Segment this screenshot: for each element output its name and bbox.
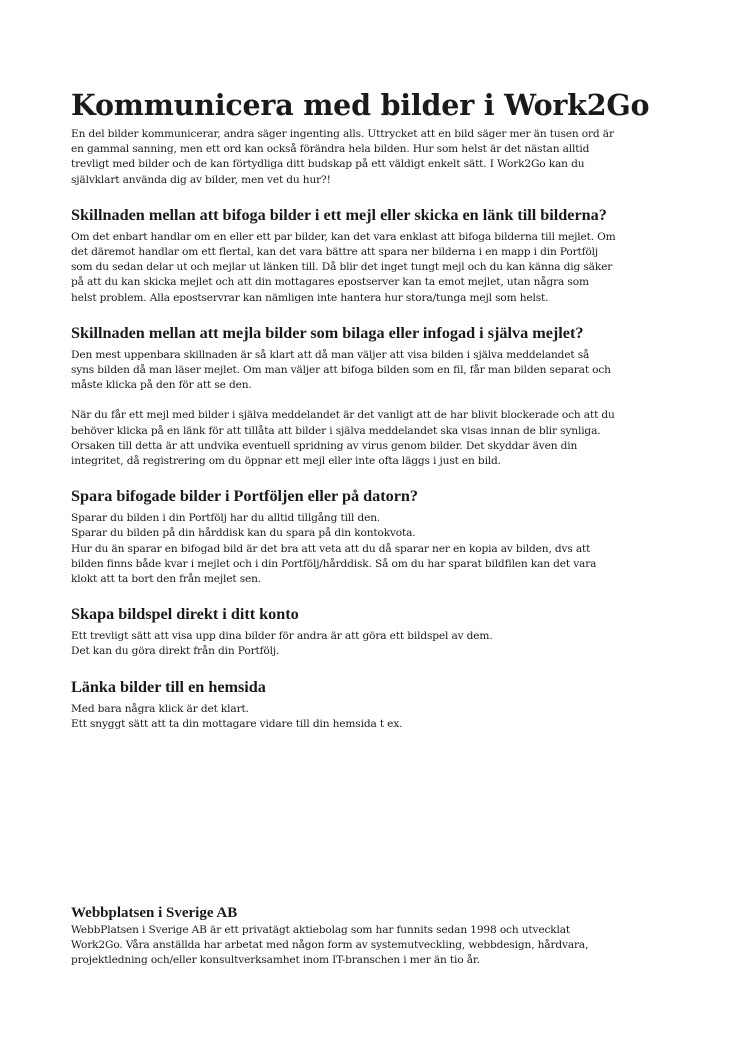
section-heading: Skillnaden mellan att bifoga bilder i ett mejl eller skicka en länk till bilderna? — [71, 205, 607, 224]
section-paragraph: Ett trevligt sätt att visa upp dina bilder för andra är att göra ett bildspel av dem. Det kan du göra direkt från din Portfölj. — [71, 630, 493, 658]
section-paragraph: När du får ett mejl med bilder i själva meddelandet är det vanligt att de har blivit blockerade och att du behöver klicka på en länk för att tillåta att bilder i själva meddelandet ska visas innan de blir synliga. Orsaken till detta är att undvika eventuell spridning av virus genom bilder. Det skyddar även din integritet, då registrering om du öppnar ett mejl eller inte ofta läggs i just en bild. — [71, 409, 615, 468]
page-title: Kommunicera med bilder i Work2Go — [71, 88, 650, 122]
section-link-to-website — [71, 677, 677, 732]
footer-heading: Webbplatsen i Sverige AB — [71, 905, 238, 921]
paragraph-spacer — [71, 393, 677, 408]
footer-text: WebbPlatsen i Sverige AB är ett privatägt aktiebolag som har funnits sedan 1998 och utvecklat Work2Go. Våra anställda har arbetat med någon form av systemutveckling, webbdesign, hårdvara, projektledning och/eller konsultverksamhet inom IT-branschen i mer än tio år. — [71, 924, 589, 967]
section-heading: Skapa bildspel direkt i ditt konto — [71, 605, 299, 624]
section-save-attachments — [71, 486, 677, 587]
section-attachment-vs-inline — [71, 323, 677, 469]
section-paragraph: Den mest uppenbara skillnaden är så klart att då man väljer att visa bilden i själva meddelandet så syns bilden då man läser mejlet. Om man väljer att bifoga bilden som en fil, får man bilden separat och måste klicka på den för att se den. — [71, 348, 611, 392]
section-paragraph: Med bara några klick är det klart. Ett snyggt sätt att ta din mottagare vidare till din hemsida t ex. — [71, 702, 403, 730]
section-paragraph: Sparar du bilden i din Portfölj har du alltid tillgång till den. Sparar du bilden på din hårddisk kan du spara på din kontokvota. Hur du än sparar en bifogad bild är det bra att veta att du då sparar ner en kopia av bilden, dvs att bilden finns både kvar i mejlet och i din Portfölj/hårddisk. Så om du har sparat bildfilen kan det vara klokt att ta bort den från mejlet sen. — [71, 512, 597, 586]
section-heading: Skillnaden mellan att mejla bilder som bilaga eller infogad i själva mejlet? — [71, 323, 584, 342]
section-heading: Spara bifogade bilder i Portföljen eller på datorn? — [71, 487, 418, 506]
section-attach-vs-link — [71, 205, 677, 306]
section-paragraph: Om det enbart handlar om en eller ett par bilder, kan det vara enklast att bifoga bilderna till mejlet. Om det däremot handlar om ett flertal, kan det vara bättre att spara ner bilderna i en mapp i din Portfölj som du sedan delar ut och mejlar ut länken till. Då blir det inget tungt mejl och du kan känna dig säker på att du kan skicka mejlet och att din mottagares epostserver kan ta emot mejlet, utan några som helst problem. Alla epostservrar kan nämligen inte hantera hur stora/tunga mejl som helst. — [71, 230, 616, 304]
document-body — [71, 88, 677, 732]
section-heading: Länka bilder till en hemsida — [71, 677, 266, 696]
section-slideshow — [71, 604, 677, 659]
company-footer — [71, 904, 677, 969]
intro-paragraph: En del bilder kommunicerar, andra säger ingenting alls. Uttrycket att en bild säger mer än tusen ord är en gammal sanning, men ett ord kan också förändra hela bilden. Hur som helst är det nästan alltid trevligt med bilder och de kan förtydliga ditt budskap på ett väldigt enkelt sätt. I Work2Go kan du självklart använda dig av bilder, men vet du hur?! — [71, 128, 614, 186]
